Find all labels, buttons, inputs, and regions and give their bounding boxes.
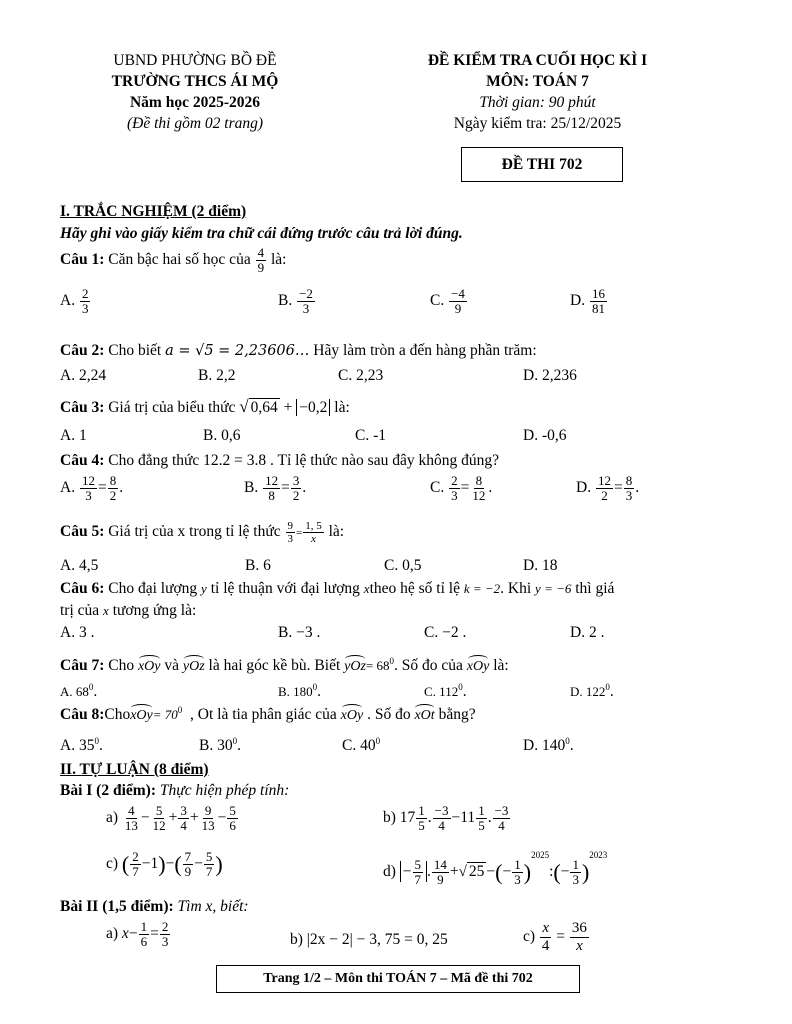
part1-instruction: Hãy ghi vào giấy kiểm tra chữ cái đứng trước câu trả lời đúng. [60, 225, 463, 242]
q8-option-b[interactable]: B. $30^0$. [199, 736, 241, 755]
exam-code: ĐỀ THI 702 [501, 156, 583, 173]
q2-option-c[interactable]: C. 2,23 [338, 367, 384, 384]
q3-option-c[interactable]: C. -1 [355, 427, 386, 444]
q1-end: là: [270, 251, 287, 269]
q7-option-b[interactable]: B. $180^0$. [278, 682, 322, 701]
page-count: (Đề thi gồm 02 trang) [126, 115, 264, 132]
q8-option-c[interactable]: C. $40^0$ [342, 736, 381, 755]
dept-name: UBND PHƯỜNG BỒ ĐỀ [113, 52, 277, 69]
bai2-c: c) $\frac{x}{4}$ = $\frac{36}{x}$ [523, 920, 587, 954]
part1-title: I. TRẮC NGHIỆM (2 điểm) [60, 203, 247, 220]
q2-option-a[interactable]: A. 2,24 [60, 367, 107, 384]
exam-title: ĐỀ KIỂM TRA CUỐI HỌC KÌ I [427, 52, 648, 69]
bai2-b: b) |2x − 2| − 3, 75 = 0, 25 [290, 931, 448, 948]
question-6: Câu 6: Cho đại lượng y tỉ lệ thuận với đại lượng xtheo hệ số tỉ lệ k = −2. Khi y = −6 thì giá [60, 580, 615, 597]
q1-text: Căn bậc hai số học của [108, 251, 251, 269]
bai1-heading: Bài I (2 điểm): Thực hiện phép tính: [60, 782, 290, 799]
q2-expression: a = √5 = 2,23606… [165, 343, 310, 359]
q7-option-a[interactable]: A. $68^0$. [60, 682, 98, 701]
question-3: Câu 3: Giá trị của biểu thức √ 0,64 + −0,2 là: [60, 397, 350, 416]
q4-option-a[interactable]: A. $\frac{12}{3}$ = $\frac{8}{2}$ . [60, 473, 124, 503]
bai1-d: d) − $\frac{5}{7}$ . $\frac{14}{9}$ +√ 25 −(− $\frac{1}{3}$ )$^{2025}$:(− $\frac{1}{3}$ )$^{2023}$ [383, 850, 608, 887]
q6-option-d[interactable]: D. 2 . [570, 624, 605, 641]
question-2: Câu 2: Cho biết a = √5 = 2,23606… Hãy làm tròn a đến hàng phần trăm: [60, 342, 537, 359]
q1-option-c[interactable]: C. $\frac{-4}{9}$ [430, 286, 465, 316]
question-4: Câu 4: Cho đẳng thức 12.2 = 3.8 . Tỉ lệ thức nào sau đây không đúng? [60, 452, 499, 469]
bai1-b: b) 17 $\frac{1}{5}$ . $\frac{-3}{4}$ −11 $\frac{1}{5}$ . $\frac{-3}{4}$ [383, 803, 509, 833]
bai2-a: a) x− $\frac{1}{6}$ = $\frac{2}{3}$ [106, 919, 169, 949]
school-year: Năm học 2025-2026 [129, 94, 261, 111]
q7-option-c[interactable]: C. $112^0$. [424, 682, 467, 701]
question-6-line2: trị của x tương ứng là: [60, 602, 197, 619]
q6-option-b[interactable]: B. −3 . [278, 624, 321, 641]
q4-option-b[interactable]: B. $\frac{12}{8}$ = $\frac{3}{2}$ . [244, 473, 307, 503]
question-5: Câu 5: Giá trị của x trong tỉ lệ thức $\frac{9}{3}$ = $\frac{1, 5}{x}$ là: [60, 520, 345, 545]
q5-option-b[interactable]: B. 6 [245, 557, 271, 574]
q1-option-a[interactable]: A. $\frac{2}{3}$ [60, 286, 89, 316]
q1-fraction: $\frac{4}{9}$ [257, 245, 265, 275]
q5-option-a[interactable]: A. 4,5 [60, 557, 99, 574]
q3-option-d[interactable]: D. -0,6 [523, 427, 567, 444]
header-right [400, 50, 675, 134]
q3-option-b[interactable]: B. 0,6 [203, 427, 241, 444]
page-footer [216, 965, 580, 993]
question-7: Câu 7: Cho xOy và yOz là hai góc kề bù. Biết $yOz= 68^0$. Số đo của xOy là: [60, 655, 509, 674]
q2-option-b[interactable]: B. 2,2 [198, 367, 236, 384]
duration: Thời gian: 90 phút [479, 94, 596, 111]
footer-text: Trang 1/2 – Môn thi TOÁN 7 – Mã đề thi 702 [263, 971, 533, 986]
bai2-heading: Bài II (1,5 điểm): Tìm x, biết: [60, 898, 249, 915]
school-name: TRƯỜNG THCS ÁI MỘ [111, 73, 279, 90]
q7-option-d[interactable]: D. $122^0$. [570, 682, 614, 701]
question-8: Câu 8:ChoxOy= $70^0$ , Ot là tia phân giác của xOy . Số đo xOt bằng? [60, 704, 476, 723]
q1-option-b[interactable]: B. $\frac{-2}{3}$ [278, 286, 313, 316]
q2-option-d[interactable]: D. 2,236 [523, 367, 577, 384]
part2-title: II. TỰ LUẬN (8 điểm) [60, 761, 209, 778]
q1-label: Câu 1: [60, 251, 105, 269]
exam-code-box [461, 147, 623, 182]
q8-option-d[interactable]: D. $140^0$. [523, 736, 574, 755]
question-1 [60, 246, 286, 275]
bai1-a: a) $\frac{4}{13}$ − $\frac{5}{12}$ + $\frac{3}{4}$ + $\frac{9}{13}$ − $\frac{5}{6}$ [106, 803, 236, 833]
q8-option-a[interactable]: A. $35^0$. [60, 736, 103, 755]
q6-option-c[interactable]: C. −2 . [424, 624, 467, 641]
header-left [70, 50, 320, 134]
q5-option-c[interactable]: C. 0,5 [384, 557, 422, 574]
q1-option-d[interactable]: D. $\frac{16}{81}$ [570, 286, 605, 316]
q4-option-c[interactable]: C. $\frac{2}{3}$ = $\frac{8}{12}$ . [430, 473, 493, 503]
q5-option-d[interactable]: D. 18 [523, 557, 558, 574]
bai1-c: c) ( $\frac{2}{7}$ −1)−( $\frac{7}{9}$ − $\frac{5}{7}$ ) [106, 849, 223, 879]
subject: MÔN: TOÁN 7 [486, 73, 589, 90]
q4-option-d[interactable]: D. $\frac{12}{2}$ = $\frac{8}{3}$ . [576, 473, 640, 503]
exam-date: Ngày kiểm tra: 25/12/2025 [453, 115, 622, 132]
q3-option-a[interactable]: A. 1 [60, 427, 87, 444]
q6-option-a[interactable]: A. 3 . [60, 624, 95, 641]
